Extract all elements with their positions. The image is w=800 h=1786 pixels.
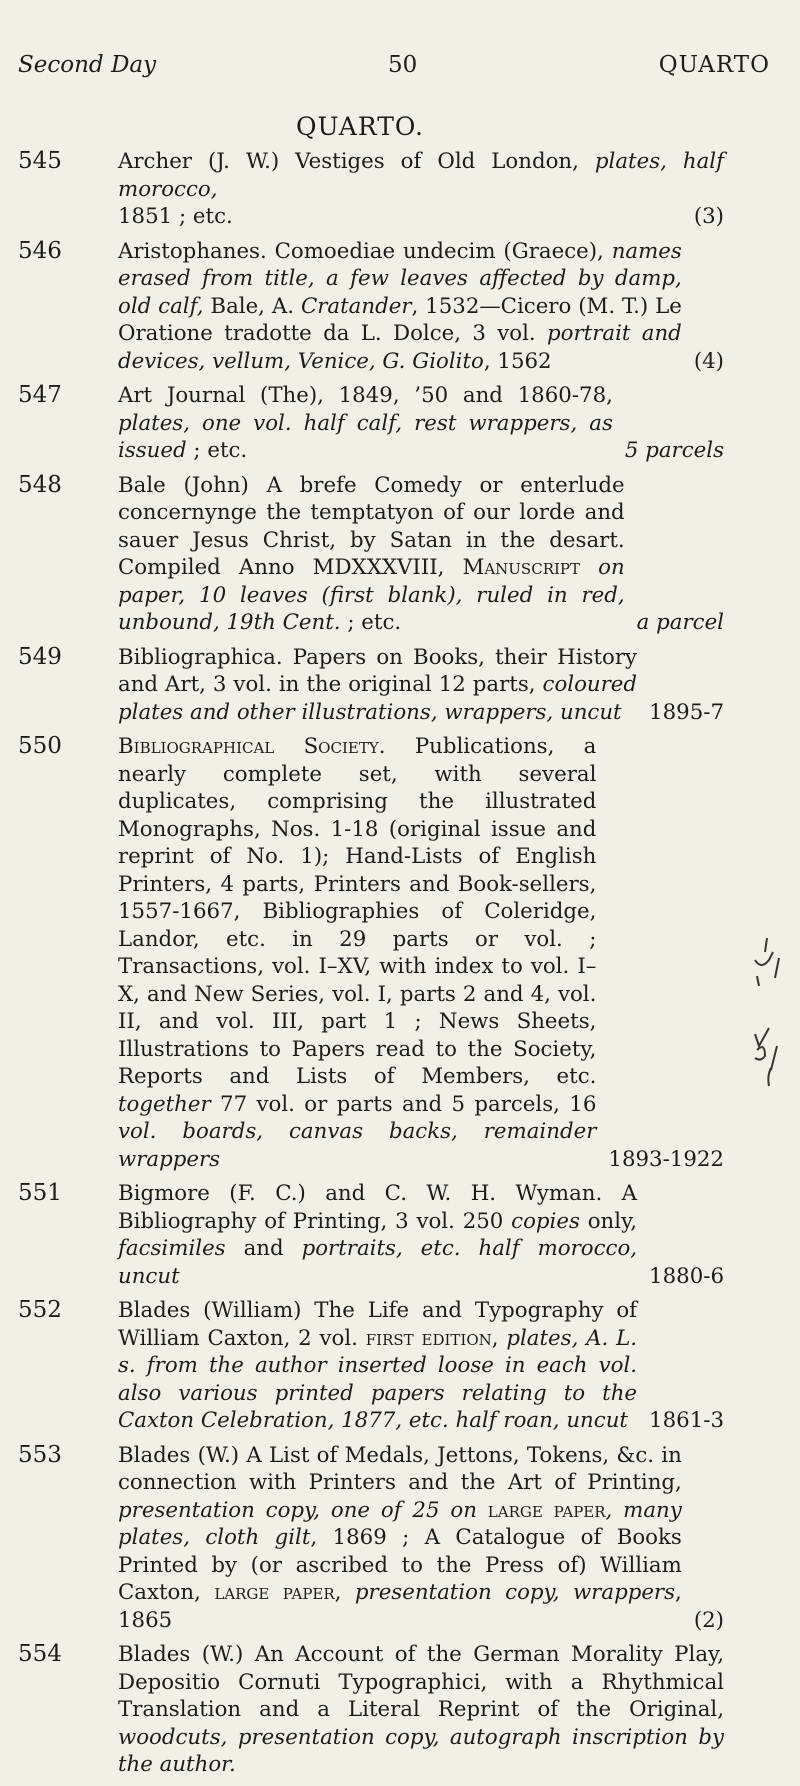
lot-553 bbox=[18, 1442, 724, 1635]
lot-545: 545 Archer (J. W.) Vestiges of Old London, plates, half morocco, 1851 ; etc. (3) bbox=[18, 148, 724, 229]
lot-list bbox=[18, 148, 724, 1786]
lot-number: 551 bbox=[18, 1180, 62, 1206]
lot-quantity: 5 parcels bbox=[624, 438, 724, 463]
section-title: QUARTO. bbox=[296, 112, 424, 141]
lot-number: 550 bbox=[18, 733, 62, 759]
lot-551 bbox=[18, 1180, 724, 1290]
lot-quantity: (4) bbox=[693, 348, 724, 374]
lot-quantity: a parcel bbox=[636, 610, 724, 635]
lot-number: 549 bbox=[18, 643, 62, 670]
lot-description: Art Journal (The), 1849, ’50 and 1860-78, plates, one vol. half calf, rest wrappers, as issued ; etc. bbox=[118, 383, 613, 463]
lot-description: Bigmore (F. C.) and C. W. H. Wyman. A Bibliography of Printing, 3 vol. 250 copies only, facsimiles and portraits, etc. half morocco, uncut bbox=[118, 1181, 638, 1289]
lot-547 bbox=[18, 382, 724, 465]
lot-description: Bibliographical Society. Publications, a nearly complete set, with several duplicates, comprising the illustrated Monographs, Nos. 1-18 (original issue and reprint of No. 1); Hand-Lists of English Printers, 4 parts, Printers and Book-sellers, 1557-1667, Bibliographies of Coleridge, Landor, etc. in 29 parts or vol. ; Transactions, vol. I–XV, with index to vol. I–X, and New Series, vol. I, parts 2 and 4, vol. II, and vol. III, part 1 ; News Sheets, Illustrations to Papers read to the Society, Reports and Lists of Members, etc. together 77 vol. or parts and 5 parcels, 16 vol. boards, canvas backs, remainder wrappers bbox=[118, 734, 597, 1172]
lot-546 bbox=[18, 238, 724, 376]
lot-date: 1893-1922 bbox=[608, 1146, 724, 1172]
lot-549 bbox=[18, 644, 724, 727]
lot-number: 548 bbox=[18, 471, 62, 498]
running-head-day: Second Day bbox=[18, 52, 157, 78]
running-head-format: QUARTO bbox=[658, 52, 770, 78]
lot-550 bbox=[18, 733, 724, 1173]
pencil-annotation-marks bbox=[735, 930, 795, 1090]
lot-description: Blades (W.) A List of Medals, Jettons, Tokens, &c. in connection with Printers and the Art of Printing, presentation copy, one of 25 on large paper, many plates, cloth gilt, 1869 ; A Catalogue of Books Printed by (or ascribed to the Press of) William Caxton, large paper, presentation copy, wrappers, 1865 bbox=[118, 1442, 682, 1633]
lot-description: Archer (J. W.) Vestiges of Old London, plates, half morocco, bbox=[118, 149, 724, 202]
lot-554 bbox=[18, 1641, 724, 1779]
lot-date: 1880-6 bbox=[649, 1263, 724, 1289]
page-number: 50 bbox=[388, 52, 418, 78]
lot-number: 546 bbox=[18, 237, 62, 264]
lot-quantity: (2) bbox=[693, 1607, 724, 1633]
lot-description: Aristophanes. Comoediae undecim (Graece), names erased from title, a few leaves affected by damp, old calf, Bale, A. Cratander, 1532—Cicero (M. T.) Le Oratione tradotte da L. Dolce, 3 vol. portrait and devices, vellum, Venice, G. Giolito, 1562 bbox=[118, 238, 682, 374]
lot-description: Blades (William) The Life and Typography of William Caxton, 2 vol. first edition, plates, A. L. s. from the author inserted loose in each vol. also various printed papers relating to the Caxton Celebration, 1877, etc. half roan, uncut bbox=[118, 1298, 638, 1433]
lot-number: 552 bbox=[18, 1297, 62, 1323]
lot-number: 545 bbox=[18, 148, 62, 174]
lot-number: 553 bbox=[18, 1441, 62, 1468]
lot-548 bbox=[18, 472, 724, 637]
lot-quantity: (3) bbox=[693, 204, 724, 229]
lot-description: Bibliographica. Papers on Books, their History and Art, 3 vol. in the original 12 parts, coloured plates and other illustrations, wrappers, uncut bbox=[118, 644, 638, 725]
page-header bbox=[18, 52, 770, 92]
lot-number: 554 bbox=[18, 1641, 62, 1667]
lot-description: Blades (W.) An Account of the German Morality Play, Depositio Cornuti Typographici, with a Rhythmical Translation and a Literal Reprint of the Original, woodcuts, presentation copy, autograph inscription by the author. bbox=[118, 1642, 724, 1777]
lot-date: 1861-3 bbox=[649, 1408, 724, 1433]
lot-date: 1895-7 bbox=[649, 699, 724, 725]
lot-number: 547 bbox=[18, 382, 62, 408]
lot-description: Bale (John) A brefe Comedy or enterlude concernynge the temptatyon of our lorde and sauer Jesus Christ, by Satan in the desart. Compiled Anno MDXXXVIII, Manuscript on paper, 10 leaves (first blank), ruled in red, unbound, 19th Cent. ; etc. bbox=[118, 472, 625, 635]
lot-552 bbox=[18, 1297, 724, 1435]
